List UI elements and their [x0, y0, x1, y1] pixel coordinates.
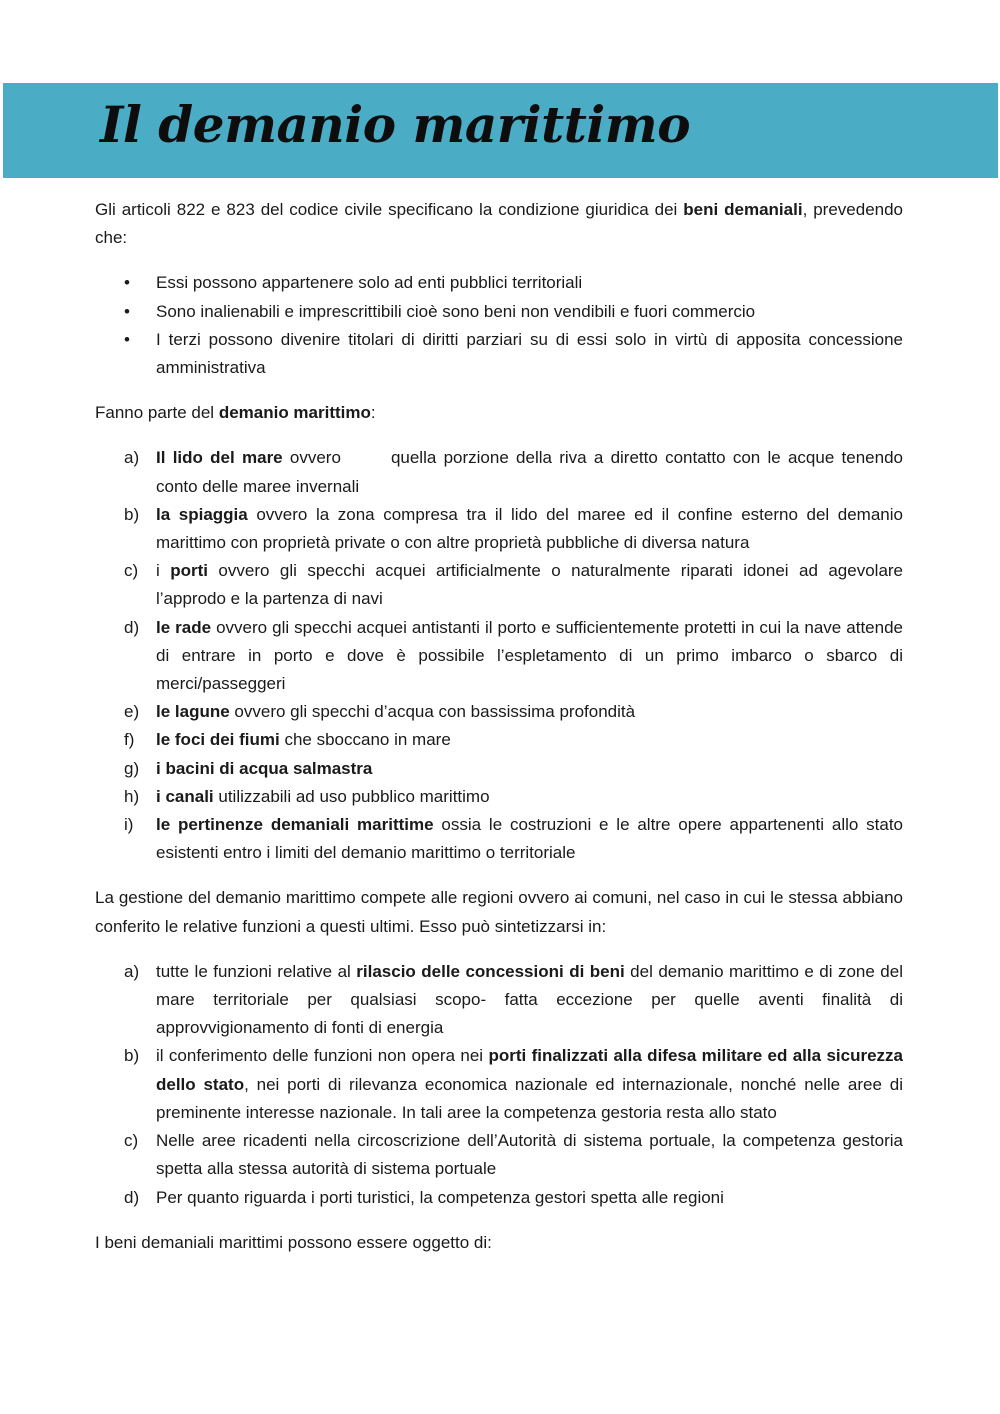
list-item: b) il conferimento delle funzioni non opera nei porti finalizzati alla difesa militare ed alla sicurezza dello stato, nei porti di rilevanza economica nazionale ed internazionale, nonché nelle aree di preminente interesse nazionale. In tali aree la competenza gestoria resta allo stato: [124, 1046, 903, 1122]
list-item: • Sono inalienabili e imprescrittibili cioè sono beni non vendibili e fuori commercio: [95, 298, 903, 326]
bullet-list: [95, 269, 903, 382]
bullet-icon: •: [124, 329, 130, 349]
list-item: a) Il lido del mare ovvero quella porzione della riva a diretto contatto con le acque tenendo conto delle maree invernali: [124, 448, 903, 496]
document-body: [95, 196, 903, 1274]
list-item: b) la spiaggia ovvero la zona compresa tra il lido del maree ed il confine esterno del demanio marittimo con proprietà private o con altre proprietà pubbliche di diversa natura: [124, 504, 903, 553]
list-item: • Essi possono appartenere solo ad enti pubblici territoriali: [95, 269, 903, 297]
list-item: • I terzi possono divenire titolari di diritti parziari su di essi solo in virtù di apposita concessione amministrativa: [95, 326, 903, 382]
list-item: g) i bacini di acqua salmastra: [124, 758, 373, 778]
list-item: a) tutte le funzioni relative al rilascio delle concessioni di beni del demanio marittimo e di zone del mare territoriale per qualsiasi scopo- fatta eccezione per quelle aventi finalità di approvvigionamento di fonti di energia: [124, 961, 903, 1038]
gestione-paragraph: La gestione del demanio marittimo compete alle regioni ovvero ai comuni, nel caso in cui le stessa abbiano conferito le relative funzioni a questi ultimi. Esso può sintetizzarsi in:: [95, 888, 903, 936]
list-item: h) i canali utilizzabili ad uso pubblico marittimo: [124, 786, 490, 806]
title-banner: [3, 83, 998, 178]
list-item: i) le pertinenze demaniali marittime ossia le costruzioni e le altre opere appartenenti allo stato esistenti entro i limiti del demanio marittimo o territoriale: [124, 815, 903, 863]
bullet-icon: •: [124, 273, 130, 293]
gestione-list: [95, 958, 903, 1212]
list-item: c) i porti ovvero gli specchi acquei artificialmente o naturalmente riparati idonei ad agevolare l’approdo e la partenza di navi: [124, 561, 904, 609]
demanio-intro: Fanno parte del demanio marittimo:: [95, 403, 376, 423]
intro-paragraph: Gli articoli 822 e 823 del codice civile specificano la condizione giuridica dei beni demaniali, prevedendo che:: [95, 200, 904, 248]
bullet-icon: •: [124, 301, 130, 321]
closing-paragraph: I beni demaniali marittimi possono essere oggetto di:: [95, 1232, 492, 1252]
list-item: c) Nelle aree ricadenti nella circoscrizione dell’Autorità di sistema portuale, la competenza gestoria spetta alla stessa autorità di sistema portuale: [124, 1131, 903, 1179]
list-item: d) Per quanto riguarda i porti turistici, la competenza gestori spetta alle regioni: [124, 1187, 724, 1207]
list-item: f) le foci dei fiumi che sboccano in mare: [124, 730, 451, 750]
list-item: d) le rade ovvero gli specchi acquei antistanti il porto e sufficientemente protetti in cui la nave attende di entrare in porto e dove è possibile l’espletamento di un primo imbarco o sbarco di merci/passeggeri: [124, 617, 903, 694]
page-title: Il demanio marittimo: [100, 95, 691, 154]
list-item: e) le lagune ovvero gli specchi d’acqua con bassissima profondità: [124, 702, 636, 722]
demanio-list: [95, 444, 903, 867]
